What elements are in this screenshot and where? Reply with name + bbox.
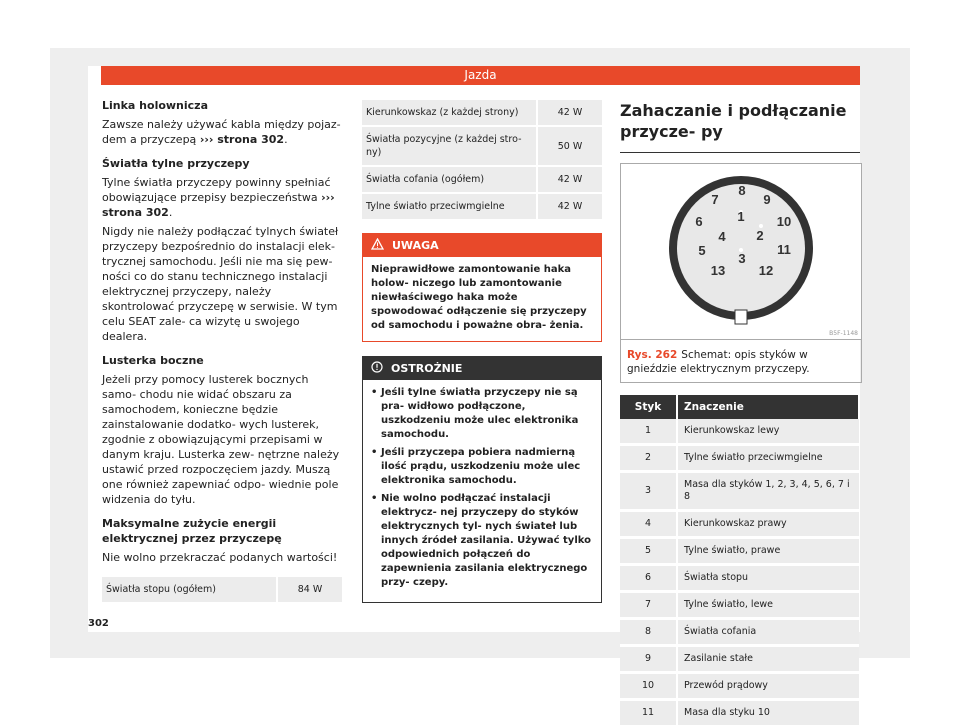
table-cell-label: Światła cofania (ogółem): [362, 166, 537, 193]
column-left: [102, 98, 342, 604]
caution-list: [371, 386, 593, 590]
pin-label: 11: [777, 242, 791, 257]
power-heading: Maksymalne zużycie energii elektrycznej przez przyczepę: [102, 517, 282, 545]
pin-label: 4: [718, 229, 726, 244]
pin-label: 5: [698, 243, 706, 258]
table-row: [620, 700, 859, 727]
table-row: [362, 100, 602, 126]
pin-meaning: Kierunkowskaz prawy: [677, 511, 859, 538]
pin-number: 5: [620, 538, 677, 565]
mirrors-paragraph: Jeżeli przy pomocy lusterek bocznych samo- chodu nie widać obszaru za samochodem, konieczne będzie zainstalowanie dodatko- wych lusterek, zgodnie z obowiązującymi przepisami w danym kraju. Lusterka zew- nętrzne należy ustawić przed rozpoczęciem jazdy. Muszą one również zapewniać odpo- wiednie pole widzenia do tyłu.: [102, 373, 340, 506]
pin-label: 6: [695, 214, 703, 229]
socket-diagram: [620, 163, 862, 340]
pin-label: 9: [763, 192, 771, 207]
table-row: [620, 419, 859, 445]
pin-label: 10: [776, 214, 792, 229]
pin-number: 8: [620, 619, 677, 646]
caution-box: [362, 356, 602, 603]
pin-table: [620, 395, 860, 728]
table-cell-label: Tylne światło przeciwmgielne: [362, 193, 537, 220]
list-item: • Jeśli tylne światła przyczepy nie są pra- widłowo podłączone, uszkodzeniu może ulec elektronika samochodu.: [371, 386, 593, 442]
trailer-lights-page-ref[interactable]: ››› strona 302: [102, 191, 335, 219]
warning-text: Nieprawidłowe zamontowanie haka holow- niczego lub zamontowanie niewłaściwego haka może spowodować odłączenie się przyczepy od samochodu i poważne obra- żenia.: [371, 264, 587, 331]
pin-label: 7: [711, 192, 719, 207]
trailer-lights-heading: Światła tylne przyczepy: [102, 157, 250, 170]
power-table-part1: [102, 577, 342, 604]
pin-number: 10: [620, 673, 677, 700]
list-item: • Nie wolno podłączać instalacji elektrycz- nej przyczepy do styków elektrycznych tyl- nych świateł lub innych źródeł zasilania. Używać tylko odpowiednich połączeń do zapewnienia zasilania elektrycznego przy- czepy.: [371, 492, 593, 590]
hitch-text: Zawsze należy używać kabla między pojaz- dem a przyczepą: [102, 118, 341, 146]
table-row: [362, 193, 602, 220]
column-right: [620, 100, 860, 728]
warning-title: UWAGA: [392, 239, 439, 252]
power-paragraph: Nie wolno przekraczać podanych wartości!: [102, 551, 338, 564]
column-header-meaning: Znaczenie: [677, 395, 859, 419]
pin-label: 1: [737, 209, 745, 224]
caution-title: OSTROŻNIE: [391, 362, 463, 375]
trailer-lights-text: Tylne światła przyczepy powinny spełniać obowiązujące przepisy bezpieczeństwa: [102, 176, 331, 204]
caution-body: [363, 380, 601, 602]
pin-label: 13: [710, 263, 726, 278]
table-header-row: [620, 395, 859, 419]
pin-label: 8: [738, 183, 746, 198]
table-cell-value: 84 W: [277, 577, 342, 603]
table-row: [102, 577, 342, 603]
table-cell-label: Światła stopu (ogółem): [102, 577, 277, 603]
pin-number: 11: [620, 700, 677, 727]
pin-number: 3: [620, 472, 677, 511]
pin-meaning: Zasilanie stałe: [677, 646, 859, 673]
pin-meaning: Masa dla styków 1, 2, 3, 4, 5, 6, 7 i 8: [677, 472, 859, 511]
figure-label: Rys. 262: [627, 349, 678, 361]
pin-meaning: Tylne światło przeciwmgielne: [677, 445, 859, 472]
table-row: [620, 538, 859, 565]
pin-meaning: Tylne światło, prawe: [677, 538, 859, 565]
pin-number: 9: [620, 646, 677, 673]
table-cell-label: Światła pozycyjne (z każdej stro- ny): [362, 126, 537, 166]
table-row: [362, 166, 602, 193]
page-number: 302: [88, 618, 109, 629]
table-cell-value: 42 W: [537, 193, 602, 220]
figure-caption-text: Schemat: opis styków w gnieździe elektrycznym przyczepy.: [627, 349, 810, 375]
column-header-pin: Styk: [620, 395, 677, 419]
table-row: [620, 511, 859, 538]
figure-code: B5F-1148: [829, 330, 858, 337]
list-item: • Jeśli przyczepa pobiera nadmierną ilość prądu, uszkodzeniu może ulec elektronika samochodu.: [371, 446, 593, 488]
pin-number: 7: [620, 592, 677, 619]
section-title: Zahaczanie i podłączanie przycze- py: [620, 100, 860, 153]
table-row: [620, 673, 859, 700]
hitch-page-ref[interactable]: ››› strona 302: [199, 133, 285, 146]
pin-meaning: Masa dla styku 10: [677, 700, 859, 727]
socket-key-notch: [735, 310, 747, 324]
table-row: [362, 126, 602, 166]
pin-meaning: Przewód prądowy: [677, 673, 859, 700]
pin-number: 1: [620, 419, 677, 445]
mirrors-heading: Lusterka boczne: [102, 354, 204, 367]
info-circle-icon: [371, 361, 383, 376]
chapter-header: Jazda: [101, 66, 860, 85]
warning-box: [362, 233, 602, 342]
table-row: [620, 646, 859, 673]
hitch-heading: Linka holownicza: [102, 99, 209, 112]
column-middle: [362, 100, 602, 603]
table-row: [620, 472, 859, 511]
table-cell-value: 42 W: [537, 166, 602, 193]
table-cell-value: 50 W: [537, 126, 602, 166]
warning-triangle-icon: [371, 238, 384, 253]
warning-header: [363, 234, 601, 257]
table-cell-label: Kierunkowskaz (z każdej strony): [362, 100, 537, 126]
table-row: [620, 445, 859, 472]
table-row: [620, 619, 859, 646]
table-row: [620, 592, 859, 619]
trailer-lights-paragraph: Tylne światła przyczepy powinny spełniać obowiązujące przepisy bezpieczeństwa ››› strona 302.: [102, 176, 335, 219]
caution-header: [363, 357, 601, 380]
pin-meaning: Światła cofania: [677, 619, 859, 646]
pin-number: 6: [620, 565, 677, 592]
pin-label: 3: [738, 251, 746, 266]
pin-meaning: Światła stopu: [677, 565, 859, 592]
hitch-paragraph: Zawsze należy używać kabla między pojaz- dem a przyczepą ››› strona 302.: [102, 118, 341, 146]
socket-svg: [621, 164, 861, 339]
pin-number: 4: [620, 511, 677, 538]
power-table-part2: [362, 100, 602, 221]
table-cell-value: 42 W: [537, 100, 602, 126]
pin-meaning: Kierunkowskaz lewy: [677, 419, 859, 445]
pin-number: 2: [620, 445, 677, 472]
table-row: [620, 565, 859, 592]
figure-caption-box: [620, 340, 862, 383]
pin-meaning: Tylne światło, lewe: [677, 592, 859, 619]
figure-caption: [627, 348, 855, 376]
pin-label: 2: [756, 228, 764, 243]
pin-label: 12: [758, 263, 774, 278]
trailer-lights-paragraph-2: Nigdy nie należy podłączać tylnych świateł przyczepy bezpośrednio do instalacji elek- trycznej samochodu. Jeśli nie ma się pew- ności co do stanu technicznego instalacji elektrycznej przyczepy, należy skontrolować przyczepę w serwisie. W tym celu SEAT zale- ca wizytę u swojego dealera.: [102, 225, 339, 343]
